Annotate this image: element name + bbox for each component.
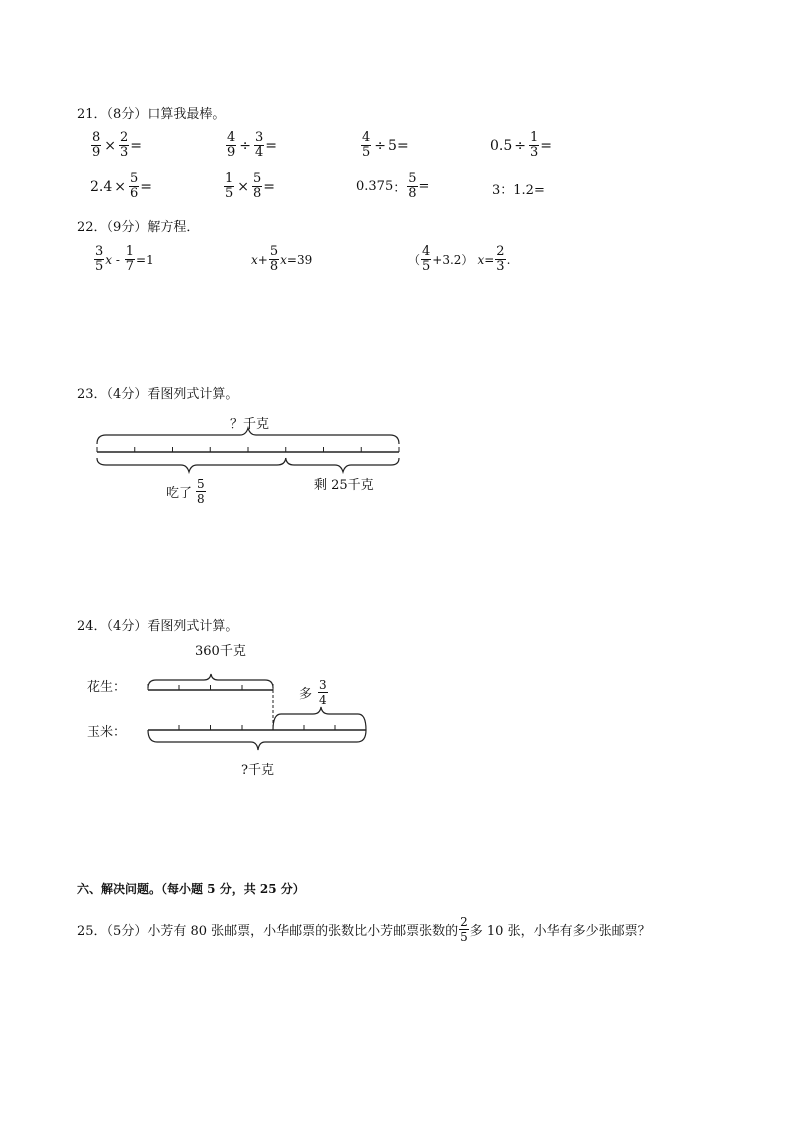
eaten-brace <box>97 458 286 472</box>
q24-diagram <box>85 638 375 783</box>
q24-total-label: ?千克 <box>241 763 274 778</box>
fraction: $\frac{2}{3}$ <box>496 244 505 274</box>
q24-peanut-label: 花生： <box>87 680 127 695</box>
q22-equation-1: $\frac{3}{5}$ x - $\frac{1}{7}$ =1 <box>95 244 154 274</box>
fraction: $\frac{5}{6}$ <box>130 171 139 201</box>
q24-more-label: 多 $\frac{3}{4}$ <box>299 678 327 707</box>
q21-expr-2: $\frac{4}{9}$ ÷ $\frac{3}{4}$ = <box>227 130 278 160</box>
q24-bar-diagram <box>85 638 375 783</box>
q21-title: 21．（8分）口算我最棒。 <box>77 107 226 122</box>
fraction: $\frac{2}{5}$ <box>460 915 468 944</box>
fraction: $\frac{8}{9}$ <box>92 130 101 160</box>
q23-title: 23．（4分）看图列式计算。 <box>77 387 239 402</box>
q24-title: 24．（4分）看图列式计算。 <box>77 619 239 634</box>
fraction: $\frac{5}{8}$ <box>197 477 205 506</box>
q21-expr-5: 2.4 × $\frac{5}{6}$ = <box>90 171 153 201</box>
q23-remain-label: 剩 25千克 <box>314 478 374 493</box>
q23-total-label: ？千克 <box>230 417 270 432</box>
q25-question: 25．（5分）小芳有 80 张邮票，小华邮票的张数比小芳邮票张数的 $\frac{2}{5}$ 多 10 张，小华有多少张邮票？ <box>77 915 651 944</box>
fraction: $\frac{4}{5}$ <box>422 244 431 274</box>
q23-eaten-label: 吃了 $\frac{5}{8}$ <box>166 477 205 506</box>
q24-peanut-weight: 360千克 <box>195 644 246 659</box>
fraction: $\frac{3}{5}$ <box>95 244 104 274</box>
q21-expr-1: $\frac{8}{9}$ × $\frac{2}{3}$ = <box>92 130 143 160</box>
fraction: $\frac{1}{7}$ <box>125 244 135 274</box>
q21-expr-6: $\frac{1}{5}$ × $\frac{5}{8}$ = <box>225 171 276 201</box>
fraction: $\frac{1}{3}$ <box>530 130 539 160</box>
q21-expr-8: 3：1.2= <box>492 183 545 198</box>
fraction: $\frac{3}{4}$ <box>319 678 327 707</box>
q22-equation-2: x + $\frac{5}{8}$ x =39 <box>251 244 313 274</box>
fraction: $\frac{4}{5}$ <box>362 130 371 160</box>
q23-diagram <box>94 410 404 505</box>
q21-expr-3: $\frac{4}{5}$ ÷ 5 = <box>362 130 409 160</box>
section6-title: 六、解决问题。（每小题 5 分，共 25 分） <box>77 882 305 896</box>
q24-corn-label: 玉米： <box>87 725 127 740</box>
fraction: $\frac{2}{3}$ <box>120 130 129 160</box>
fraction: $\frac{3}{4}$ <box>255 130 264 160</box>
fraction: $\frac{5}{8}$ <box>269 244 279 274</box>
q21-expr-7: 0.375 ： $\frac{5}{8}$ = <box>356 171 430 201</box>
q22-title: 22．（9分）解方程． <box>77 220 200 235</box>
corn-total-brace <box>148 730 366 750</box>
fraction: $\frac{5}{8}$ <box>408 171 417 201</box>
fraction: $\frac{4}{9}$ <box>227 130 236 160</box>
q22-equation-3: （ $\frac{4}{5}$ +3.2） x = $\frac{2}{3}$ . <box>408 244 511 274</box>
remain-brace <box>286 458 399 472</box>
more-brace <box>273 707 366 730</box>
q21-expr-4: 0.5 ÷ $\frac{1}{3}$ = <box>490 130 553 160</box>
fraction: $\frac{5}{8}$ <box>253 171 262 201</box>
fraction: $\frac{1}{5}$ <box>225 171 234 201</box>
